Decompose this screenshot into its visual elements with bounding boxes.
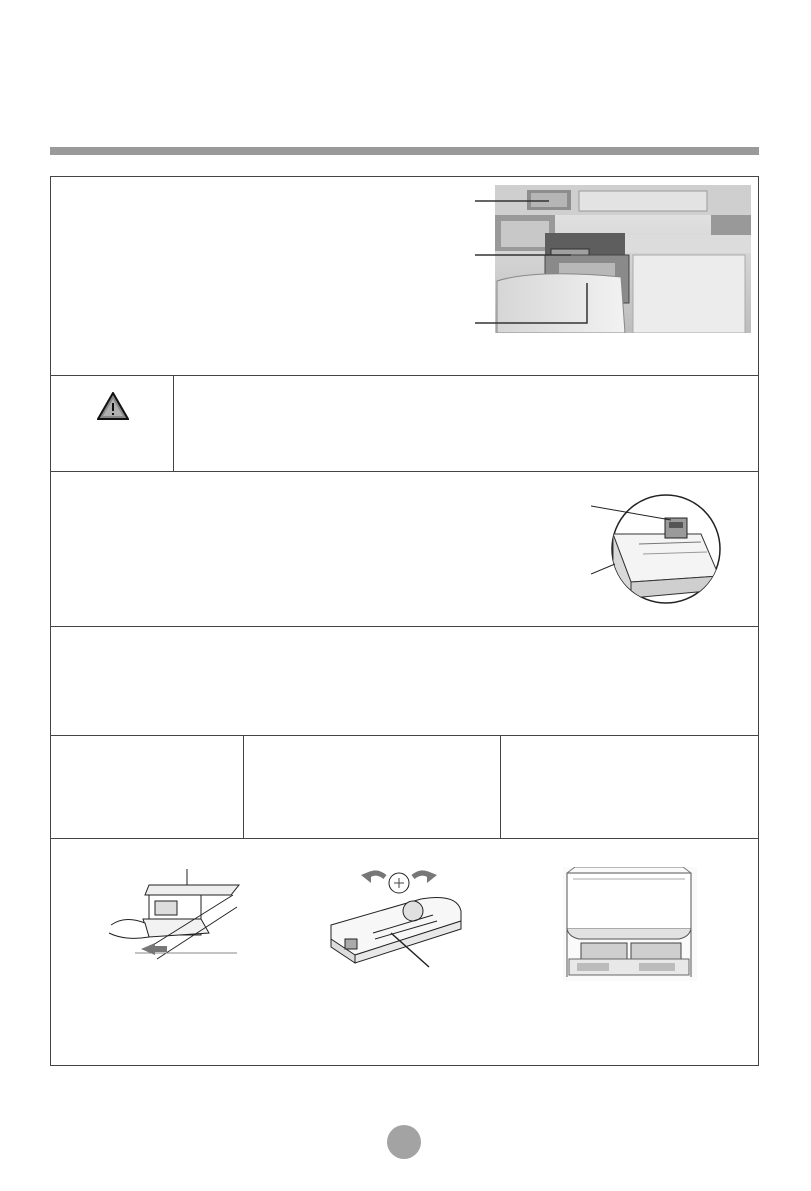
ice-bin-closeup — [591, 494, 731, 604]
page-number-badge — [387, 1125, 421, 1159]
column-3 — [501, 736, 758, 838]
rotate-knob-illustration — [321, 863, 471, 973]
warning-text-cell — [174, 376, 758, 471]
column-1 — [51, 736, 244, 838]
section-three-column — [51, 736, 758, 839]
section-ice-bin — [51, 472, 758, 627]
content-frame — [50, 176, 759, 1066]
remove-bin-illustration — [105, 867, 245, 963]
warning-icon-cell — [51, 376, 174, 471]
warning-triangle-icon — [97, 392, 129, 420]
section-instructions — [51, 627, 758, 736]
section-ice-maker-overview — [51, 177, 758, 376]
header-rule — [50, 147, 759, 155]
section-warning — [51, 376, 758, 472]
callout-lines — [475, 185, 751, 333]
column-2 — [244, 736, 501, 838]
section-steps — [51, 839, 758, 1065]
reinstall-bin-illustration — [559, 867, 699, 981]
